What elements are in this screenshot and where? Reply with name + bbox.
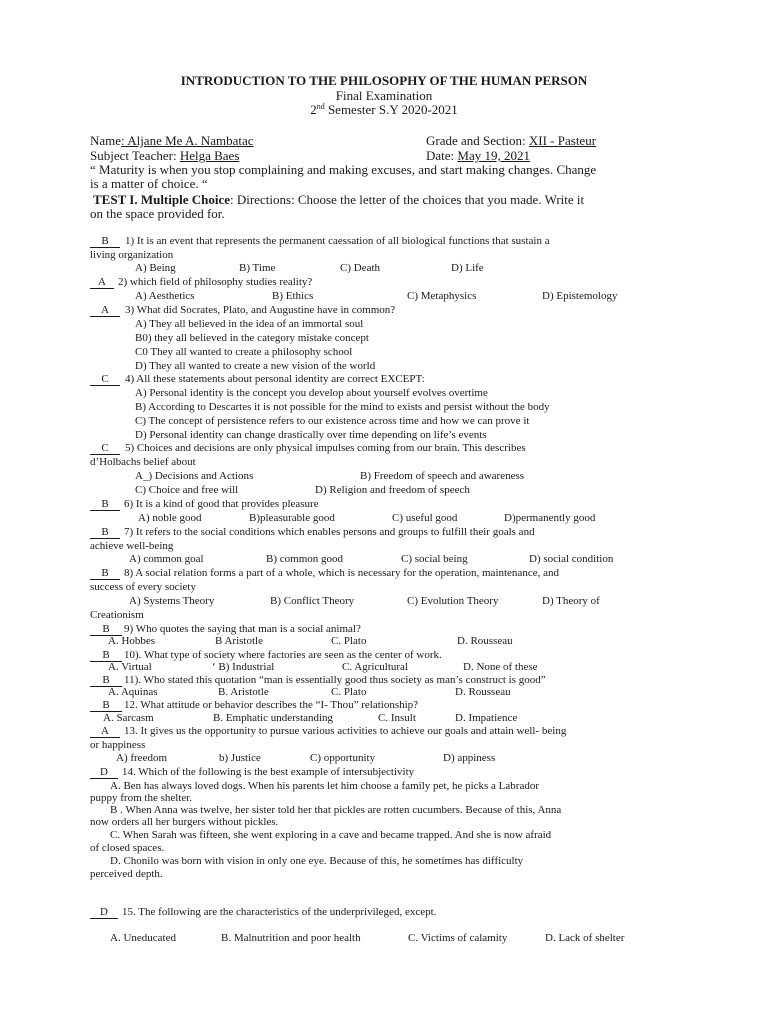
option: B . When Anna was twelve, her sister told her that pickles are rotten cucumbers. Because of this, Anna xyxy=(110,804,562,816)
option: A) freedom xyxy=(116,752,168,764)
option: B)pleasurable good xyxy=(249,512,335,524)
option: C) social being xyxy=(401,553,468,565)
option: C. When Sarah was fifteen, she went exploring in a cave and became trapped. And she is now afraid xyxy=(110,829,552,841)
exam-title: INTRODUCTION TO THE PHILOSOPHY OF THE HUMAN PERSON xyxy=(180,73,588,88)
option: C) Death xyxy=(340,262,381,274)
option: A. Ben has always loved dogs. When his parents let him choose a family pet, he picks a Labrador xyxy=(110,780,539,792)
option: D) They all wanted to create a new vision of the world xyxy=(135,360,376,372)
answer-blank[interactable]: B xyxy=(90,527,120,539)
option: B Aristotle xyxy=(215,635,263,647)
name-line xyxy=(90,134,254,147)
option: A. Uneducated xyxy=(110,932,176,944)
teacher-label: Subject Teacher: xyxy=(90,148,180,163)
option: B) Conflict Theory xyxy=(270,595,355,607)
option: A) Personal identity is the concept you develop about yourself evolves overtime xyxy=(135,387,488,399)
option: B0) they all believed in the category mistake concept xyxy=(135,332,369,344)
option: B. Malnutrition and poor health xyxy=(221,932,361,944)
option: C. Plato xyxy=(331,686,367,698)
answer-blank[interactable]: A xyxy=(90,277,114,289)
question-text: 14. Which of the following is the best example of intersubjectivity xyxy=(122,766,415,778)
question-text: living organization xyxy=(90,249,174,261)
option: D. None of these xyxy=(463,661,538,673)
question-text: 12. What attitude or behavior describes the “I- Thou” relationship? xyxy=(124,699,419,711)
option: B) Time xyxy=(239,262,276,274)
answer-blank[interactable]: C xyxy=(90,443,120,455)
option: C. Agricultural xyxy=(342,661,408,673)
option: puppy from the shelter. xyxy=(90,792,193,804)
question-text: achieve well-being xyxy=(90,540,174,552)
question-text: 9) Who quotes the saying that man is a social animal? xyxy=(124,623,361,635)
option: ‘ B) Industrial xyxy=(212,661,275,673)
question-text: 1) It is an event that represents the permanent caessation of all biological functions that sustain a xyxy=(125,235,550,247)
answer-blank[interactable]: B xyxy=(90,700,122,712)
question-text: 6) It is a kind of good that provides pleasure xyxy=(124,498,319,510)
option: B. Aristotle xyxy=(218,686,269,698)
date-line xyxy=(426,149,530,162)
test-directions: : Directions: Choose the letter of the choices that you made. Write it xyxy=(230,192,585,207)
question-text: success of every society xyxy=(90,581,196,593)
option: A) They all believed in the idea of an immortal soul xyxy=(135,318,364,330)
option: A. Sarcasm xyxy=(103,712,154,724)
quote-line-2: is a matter of choice. “ xyxy=(90,176,208,191)
answer-blank[interactable]: B xyxy=(90,624,122,636)
exam-subtitle: Final Examination xyxy=(335,88,433,103)
answer-blank[interactable]: C xyxy=(90,374,120,386)
option: D) Theory of xyxy=(542,595,600,607)
answer-blank[interactable]: B xyxy=(90,499,120,511)
answer-blank[interactable]: D xyxy=(90,767,118,779)
question-text: 10). What type of society where factories are seen as the center of work. xyxy=(124,649,442,661)
option: A. Hobbes xyxy=(108,635,156,647)
option: A) noble good xyxy=(138,512,202,524)
option: b) Justice xyxy=(219,752,261,764)
option: A) Systems Theory xyxy=(129,595,215,607)
option: A. Aquinas xyxy=(108,686,158,698)
option: C) opportunity xyxy=(310,752,376,764)
option: A) Being xyxy=(135,262,176,274)
question-text: 5) Choices and decisions are only physical impulses coming from our brain. This describes xyxy=(125,442,526,454)
test-heading: TEST I. Multiple Choice xyxy=(93,192,231,207)
option: C) useful good xyxy=(392,512,458,524)
option: D) Life xyxy=(451,262,484,274)
option: D) appiness xyxy=(443,752,496,764)
option: C) Choice and free will xyxy=(135,484,239,496)
question-text: 8) A social relation forms a part of a whole, which is necessary for the operation, maintenance, and xyxy=(124,567,559,579)
option: C. Insult xyxy=(378,712,416,724)
option: Creationism xyxy=(90,609,144,621)
option: D. Lack of shelter xyxy=(545,932,625,944)
option: D. Chonilo was born with vision in only one eye. Because of this, he sometimes has difficulty xyxy=(110,855,524,867)
question-text: 2) which field of philosophy studies reality? xyxy=(118,276,313,288)
option: A_) Decisions and Actions xyxy=(135,470,254,482)
option: C) Metaphysics xyxy=(407,290,477,302)
question-text: 3) What did Socrates, Plato, and Augustine have in common? xyxy=(125,304,396,316)
option: D. Impatience xyxy=(455,712,518,724)
answer-blank[interactable]: A xyxy=(90,726,120,738)
option: B) Freedom of speech and awareness xyxy=(360,470,525,482)
question-text: 11). Who stated this quotation “man is essentially good thus society as man’s construct is good” xyxy=(124,674,546,686)
question-text: 15. The following are the characteristics of the underprivileged, except. xyxy=(122,906,437,918)
grade-line xyxy=(426,134,596,147)
name-value: : Aljane Me A. Nambatac xyxy=(121,133,254,148)
question-text: or happiness xyxy=(90,739,146,751)
option: now orders all her burgers without pickles. xyxy=(90,816,279,828)
answer-blank[interactable]: D xyxy=(90,907,118,919)
option: B) common good xyxy=(266,553,343,565)
option: perceived depth. xyxy=(90,868,163,880)
option: D) Religion and freedom of speech xyxy=(315,484,470,496)
question-text: 7) It refers to the social conditions which enables persons and groups to fulfill their goals and xyxy=(124,526,535,538)
answer-blank[interactable]: B xyxy=(90,568,120,580)
option: C) The concept of persistence refers to our existence across time and how we can prove it xyxy=(135,415,530,427)
answer-blank[interactable]: B xyxy=(90,675,122,687)
answer-blank[interactable]: B xyxy=(90,236,120,248)
grade-label: Grade and Section: xyxy=(426,133,529,148)
answer-blank[interactable]: B xyxy=(90,650,122,662)
option: D. Rousseau xyxy=(457,635,513,647)
option: of closed spaces. xyxy=(90,842,165,854)
teacher-line xyxy=(90,149,239,162)
option: D)permanently good xyxy=(504,512,596,524)
option: D. Rousseau xyxy=(455,686,511,698)
name-label: Name xyxy=(90,133,122,148)
grade-value: XII - Pasteur xyxy=(528,133,597,148)
option: A) common goal xyxy=(129,553,204,565)
option: C0 They all wanted to create a philosophy school xyxy=(135,346,353,358)
semester-rest: Semester S.Y 2020-2021 xyxy=(324,102,458,117)
teacher-value: Helga Baes xyxy=(179,148,240,163)
semester-sup: nd xyxy=(316,102,325,111)
option: D) Epistemology xyxy=(542,290,618,302)
question-text: d’Holbachs belief about xyxy=(90,456,196,468)
quote-line-1: “ Maturity is when you stop complaining and making excuses, and start making changes. Change xyxy=(90,162,597,177)
option: A. Virtual xyxy=(108,661,152,673)
option: C. Plato xyxy=(331,635,367,647)
test-directions-2: on the space provided for. xyxy=(90,206,225,221)
option: B) According to Descartes it is not possible for the mind to exists and persist without the body xyxy=(135,401,550,413)
question-text: 4) All these statements about personal identity are correct EXCEPT: xyxy=(125,373,425,385)
test-heading-line xyxy=(93,193,584,206)
option: B. Emphatic understanding xyxy=(213,712,334,724)
date-value: May 19, 2021 xyxy=(457,148,530,163)
question-text: 13. It gives us the opportunity to pursue various activities to achieve our goals and attain well- being xyxy=(124,725,567,737)
option: B) Ethics xyxy=(272,290,314,302)
exam-semester xyxy=(0,103,768,116)
option: D) Personal identity can change drastically over time depending on life’s events xyxy=(135,429,487,441)
semester-ordinal: 2 xyxy=(310,102,317,117)
answer-blank[interactable]: A xyxy=(90,305,120,317)
date-label: Date: xyxy=(426,148,458,163)
option: A) Aesthetics xyxy=(135,290,195,302)
option: C) Evolution Theory xyxy=(407,595,499,607)
option: C. Victims of calamity xyxy=(408,932,508,944)
option: D) social condition xyxy=(529,553,614,565)
